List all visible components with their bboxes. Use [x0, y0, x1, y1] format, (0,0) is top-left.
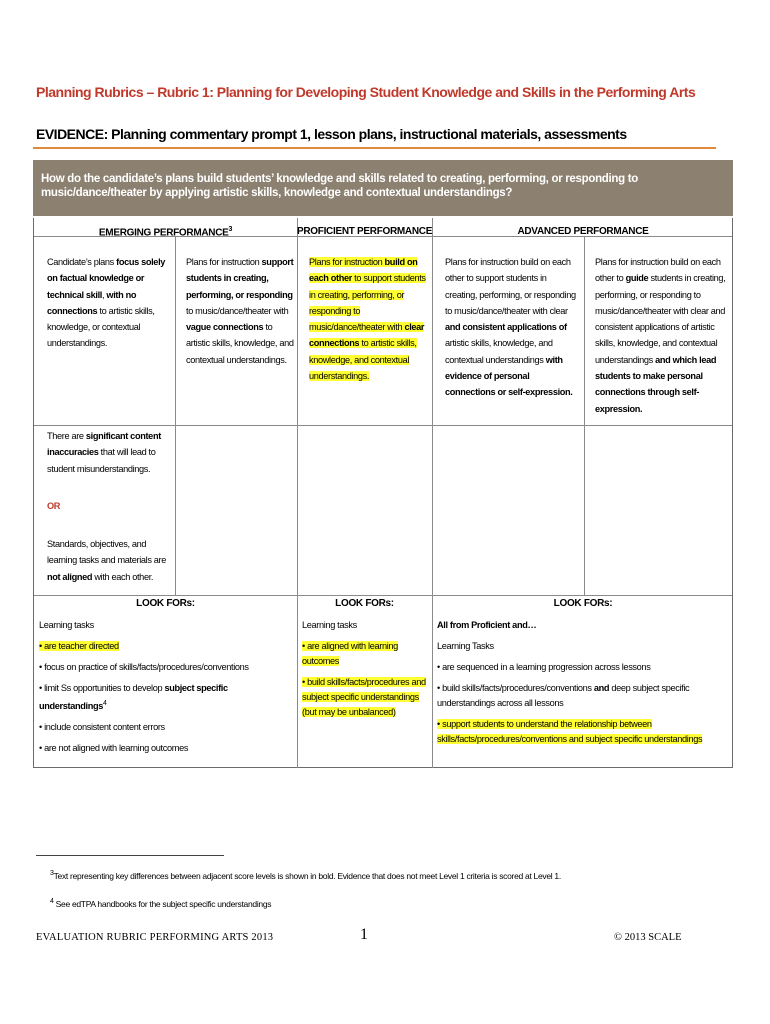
- lookfors-advanced: [437, 618, 729, 753]
- footnote-3: $^3$Text representing key differences between adjacent score levels is shown in bold. Evidence that does not meet Level 1 criteria is scored at Level 1.: [50, 870, 561, 881]
- grid-line: [34, 595, 732, 596]
- lookfors-heading-emerging: LOOK FORs:: [136, 598, 195, 609]
- lookfors-proficient: [302, 618, 428, 726]
- list-item: • are teacher directed: [39, 641, 119, 651]
- footer-copyright: © 2013 SCALE: [614, 932, 682, 943]
- level-1-inaccuracies: There are significant content inaccuracies that will lead to student misunderstandings.: [47, 431, 161, 474]
- grid-line: [432, 218, 433, 768]
- list-item: All from Proficient and…: [437, 620, 537, 630]
- list-item: • are not aligned with learning outcomes: [39, 743, 189, 754]
- grid-line: [175, 236, 176, 596]
- header-emerging: EMERGING PERFORMANCE$^3$: [98, 226, 233, 239]
- page-number: 1: [360, 926, 368, 943]
- footnote-4: $^4$ See edTPA handbooks for the subject specific understandings: [50, 898, 272, 909]
- list-item: • are aligned with learning outcomes: [302, 641, 398, 666]
- list-item: • build skills/facts/procedures and subject specific understandings (but may be unbalanced): [302, 677, 426, 717]
- list-item: Learning tasks: [39, 620, 94, 630]
- evidence-heading: EVIDENCE: Planning commentary prompt 1, lesson plans, instructional materials, assessments: [36, 126, 627, 142]
- grid-line: [297, 218, 298, 768]
- header-advanced: ADVANCED PERFORMANCE: [517, 226, 649, 237]
- grid-line: [34, 425, 732, 426]
- rubric-table: [33, 218, 733, 768]
- list-item: • focus on practice of skills/facts/procedures/conventions: [39, 662, 249, 672]
- header-proficient: PROFICIENT PERFORMANCE: [297, 226, 433, 237]
- list-item: • build skills/facts/procedures/conventions and deep subject specific understandings across all lessons: [437, 683, 690, 708]
- footnote-divider: [36, 855, 224, 856]
- list-item: • include consistent content errors: [39, 722, 165, 733]
- level-1-description: Candidate’s plans focus solely on factual knowledge or technical skill, with no connections to artistic skills, knowledge, or contextual understandings.: [47, 257, 166, 349]
- list-item: • are sequenced in a learning progression across lessons: [437, 662, 651, 672]
- list-item: • limit Ss opportunities to develop subject specific understandings$^4$: [39, 683, 228, 712]
- list-item: • support students to understand the relationship between skills/facts/procedures/conventions and subject specific understandings: [437, 719, 703, 744]
- lookfors-heading-proficient: LOOK FORs:: [335, 598, 394, 609]
- list-item: Learning tasks: [302, 620, 357, 630]
- list-item: Learning Tasks: [437, 641, 494, 651]
- grid-line: [584, 236, 585, 596]
- level-5-description: Plans for instruction build on each other to guide students in creating, performing, or responding to music/dance/theater with clear and consistent applications of artistic skills, knowledge, and contextual understandings and which lead students to make personal connections through self-expression.: [595, 257, 726, 414]
- level-1-alignment: Standards, objectives, and learning tasks and materials are not aligned with each other.: [47, 539, 167, 582]
- level-4-description: Plans for instruction build on each other to support students in creating, performing, or responding to music/dance/theater with clear and consistent applications of artistic skills, knowledge, and contextual understandings with evidence of personal connections or self-expression.: [445, 257, 576, 398]
- guiding-question: How do the candidate’s plans build students’ knowledge and skills related to creating, performing, or responding to music/dance/theater by applying artistic skills, knowledge and contextual understandings?: [33, 160, 733, 216]
- rubric-title: Planning Rubrics – Rubric 1: Planning for Developing Student Knowledge and Skills in the Performing Arts: [36, 84, 696, 100]
- level-2-description: Plans for instruction support students in creating, performing, or responding to music/dance/theater with vague connections to artistic skills, knowledge, and contextual understandings.: [186, 257, 294, 365]
- lookfors-emerging: [39, 618, 293, 762]
- footer-document-name: EVALUATION RUBRIC PERFORMING ARTS 2013: [36, 932, 274, 943]
- or-label: OR: [47, 501, 61, 511]
- lookfors-heading-advanced: LOOK FORs:: [553, 598, 613, 609]
- level-3-description: Plans for instruction build on each other to support students in creating, performing, or responding to music/dance/theater with clear connections to artistic skills, knowledge, and contextual understandings.: [309, 257, 426, 382]
- evidence-divider: [33, 147, 716, 149]
